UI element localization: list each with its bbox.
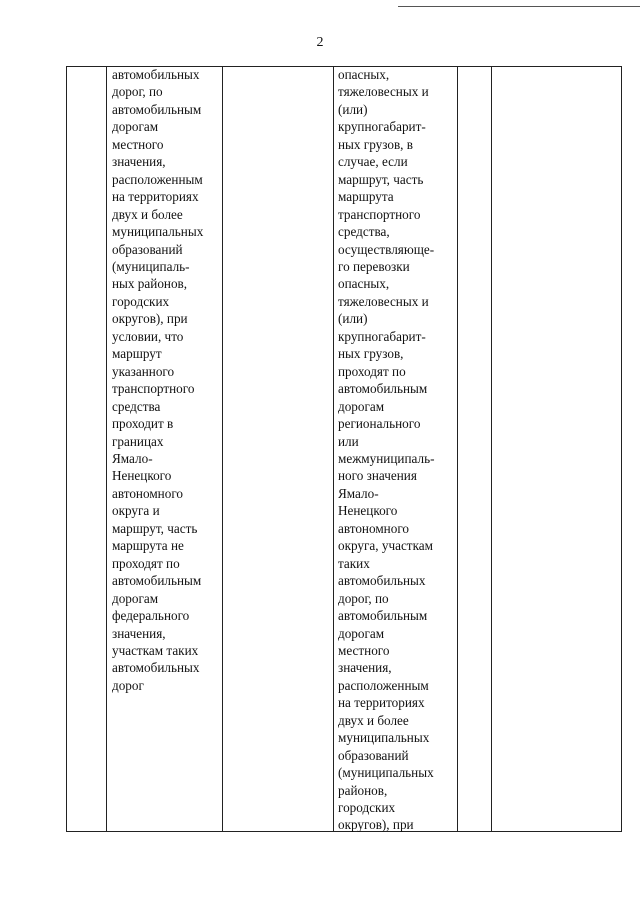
cell-text-line: автомобильных [112,67,200,82]
cell-text-line: Ненецкого [338,503,398,519]
cell-text-line: ных районов, [112,276,188,292]
cell-text-line: на территориях [338,695,425,711]
cell-text-line: межмуниципаль- [338,450,435,466]
cell-text-line: Ненецкого [112,468,172,484]
cell-text-line: автомобильным [112,101,202,117]
cell-text-line: ных грузов, в [338,136,414,152]
cell-text-line: осуществляюще- [338,241,435,257]
table-column-divider-2 [222,66,223,831]
cell-text-line: опасных, [338,67,390,82]
cell-text-line: федерального [112,608,190,624]
page-number: 2 [316,35,324,50]
cell-text-line: участкам таких [112,642,199,658]
cell-text-line: дорогам [338,625,385,641]
table-column-divider-3 [333,66,334,831]
cell-text-line: автомобильных [338,573,426,589]
cell-text-line: маршрут, часть [338,171,424,187]
cell-text-line: Ямало- [338,485,379,501]
cell-text-line: (муниципаль- [112,258,190,274]
cell-text-line: транспортного [112,381,195,397]
cell-text-line: таких [338,555,370,571]
cell-text-line: дорогам [338,398,385,414]
table-cell-column-2 [112,66,203,694]
cell-text-line: на территориях [112,189,199,205]
table-column-divider-4 [457,66,458,831]
cell-text-line: значения, [112,154,166,170]
cell-text-line: округов), при [112,311,188,327]
cell-text-line: условии, что [112,328,184,344]
cell-text-line: крупногабарит- [338,328,426,344]
cell-text-line: автомобильным [338,381,428,397]
cell-text-line: указанного [112,363,175,379]
cell-text-line: (или) [338,101,368,117]
table-cell-column-4 [338,66,435,834]
table-column-divider-1 [106,66,107,831]
cell-text-line: районов, [338,782,388,798]
cell-text-line: (муниципальных [338,765,434,781]
cell-text-line: автомобильным [338,608,428,624]
cell-text-line: образований [112,241,183,257]
table-border-right [621,66,622,831]
cell-text-line: или [338,433,359,449]
cell-text-line: округа и [112,503,160,519]
cell-text-line: округов), при [338,817,414,833]
cell-text-line: транспортного [338,206,421,222]
cell-text-line: ного значения [338,468,417,484]
cell-text-line: двух и более [112,206,183,222]
cell-text-line: (или) [338,311,368,327]
cell-text-line: городских [338,800,396,816]
cell-text-line: маршрута не [112,538,184,554]
cell-text-line: округа, участкам [338,538,433,554]
cell-text-line: местного [338,642,390,658]
cell-text-line: дорог, по [338,590,389,606]
cell-text-line: случае, если [338,154,408,170]
cell-text-line: средства [112,398,161,414]
cell-text-line: автономного [112,485,184,501]
table-border-left [66,66,67,831]
cell-text-line: границах [112,433,164,449]
cell-text-line: образований [338,747,409,763]
cell-text-line: крупногабарит- [338,119,426,135]
cell-text-line: расположенным [112,171,203,187]
cell-text-line: автономного [338,520,410,536]
cell-text-line: тяжеловесных и [338,84,429,100]
cell-text-line: средства, [338,224,390,240]
cell-text-line: двух и более [338,712,409,728]
cell-text-line: дорогам [112,590,159,606]
cell-text-line: регионального [338,416,421,432]
cell-text-line: тяжеловесных и [338,293,429,309]
cell-text-line: расположенным [338,677,429,693]
cell-text-line: автомобильным [112,573,202,589]
cell-text-line: маршрут, часть [112,520,198,536]
cell-text-line: го перевозки [338,258,410,274]
cell-text-line: маршрута [338,189,394,205]
table-column-divider-5 [491,66,492,831]
cell-text-line: дорог [112,677,144,693]
cell-text-line: значения, [112,625,166,641]
cell-text-line: опасных, [338,276,390,292]
cell-text-line: городских [112,293,170,309]
cell-text-line: значения, [338,660,392,676]
cell-text-line: ных грузов, [338,346,404,362]
cell-text-line: дорог, по [112,84,163,100]
cell-text-line: проходят по [112,555,180,571]
cell-text-line: проходят по [338,363,406,379]
cell-text-line: муниципальных [112,224,204,240]
cell-text-line: автомобильных [112,660,200,676]
cell-text-line: местного [112,136,164,152]
cell-text-line: муниципальных [338,730,430,746]
cell-text-line: маршрут [112,346,162,362]
cell-text-line: дорогам [112,119,159,135]
cell-text-line: проходит в [112,416,174,432]
cell-text-line: Ямало- [112,450,153,466]
